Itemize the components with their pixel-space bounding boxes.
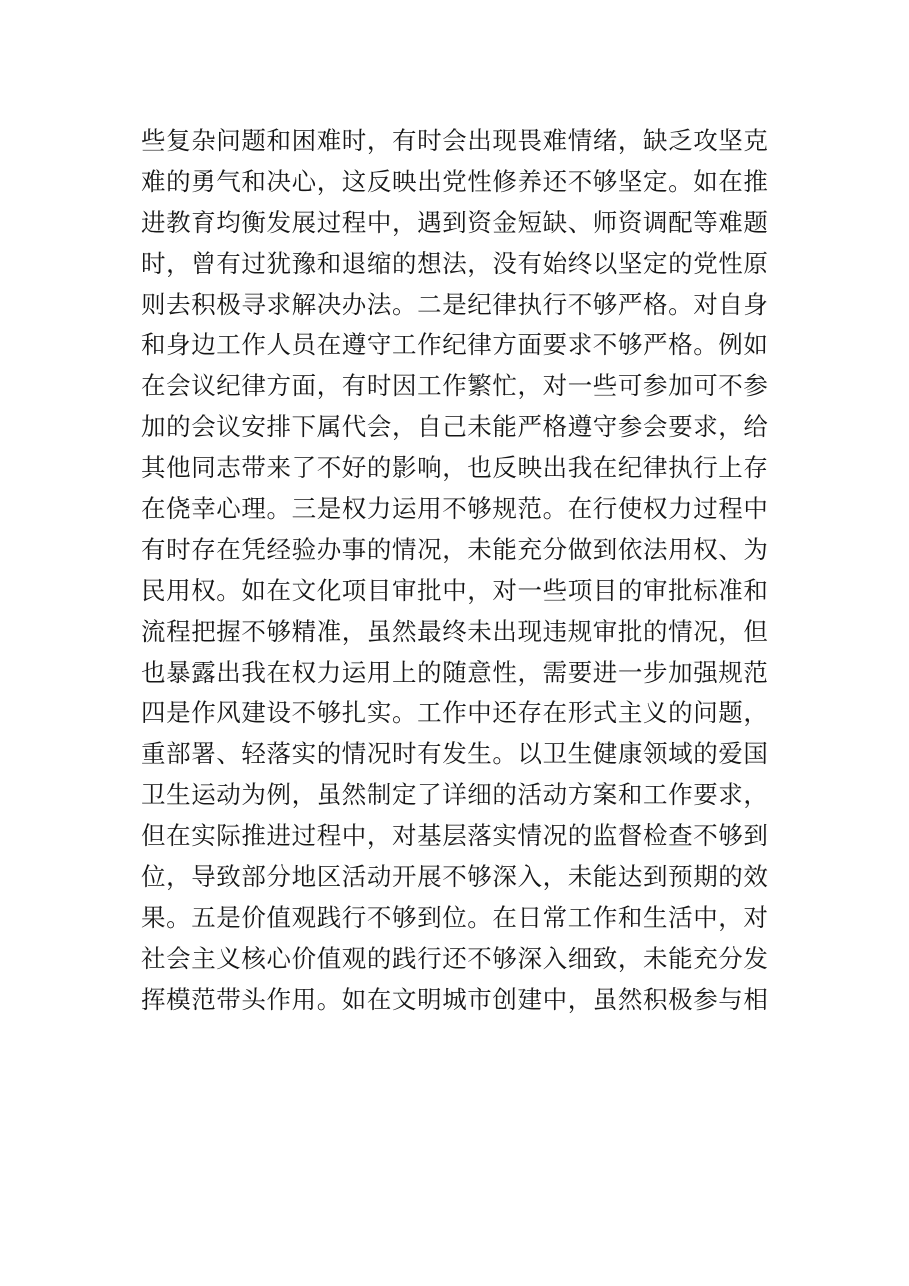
text-line: 和身边工作人员在遵守工作纪律方面要求不够严格。例如 — [141, 330, 769, 360]
text-line: 其他同志带来了不好的影响，也反映出我在纪律执行上存 — [141, 453, 769, 483]
body-text — [141, 121, 781, 1021]
text-line: 流程把握不够精准，虽然最终未出现违规审批的情况，但 — [141, 616, 769, 646]
text-line: 果。五是价值观践行不够到位。在日常工作和生活中，对 — [141, 902, 769, 932]
text-line: 在侥幸心理。三是权力运用不够规范。在行使权力过程中 — [141, 494, 769, 524]
text-line: 在会议纪律方面，有时因工作繁忙，对一些可参加可不参 — [141, 371, 769, 401]
text-line: 四是作风建设不够扎实。工作中还存在形式主义的问题， — [141, 698, 769, 728]
text-line: 些复杂问题和困难时，有时会出现畏难情绪，缺乏攻坚克 — [141, 126, 769, 155]
text-line: 卫生运动为例，虽然制定了详细的活动方案和工作要求， — [141, 780, 769, 810]
text-line: 挥模范带头作用。如在文明城市创建中，虽然积极参与相 — [141, 984, 769, 1014]
text-line: 则去积极寻求解决办法。二是纪律执行不够严格。对自身 — [141, 289, 769, 319]
text-line: 民用权。如在文化项目审批中，对一些项目的审批标准和 — [141, 575, 769, 605]
text-line: 有时存在凭经验办事的情况，未能充分做到依法用权、为 — [141, 534, 769, 564]
text-line: 加的会议安排下属代会，自己未能严格遵守参会要求，给 — [141, 412, 769, 442]
text-line: 难的勇气和决心，这反映出党性修养还不够坚定。如在推 — [141, 166, 769, 196]
text-line: 重部署、轻落实的情况时有发生。以卫生健康领域的爱国 — [141, 739, 769, 769]
text-line: 也暴露出我在权力运用上的随意性，需要进一步加强规范 — [141, 657, 769, 687]
text-line: 时，曾有过犹豫和退缩的想法，没有始终以坚定的党性原 — [141, 248, 769, 278]
text-line: 位，导致部分地区活动开展不够深入，未能达到预期的效 — [141, 862, 769, 892]
text-line: 社会主义核心价值观的践行还不够深入细致，未能充分发 — [141, 943, 769, 973]
text-line: 但在实际推进过程中，对基层落实情况的监督检查不够到 — [141, 821, 769, 851]
text-line: 进教育均衡发展过程中，遇到资金短缺、师资调配等难题 — [141, 207, 769, 237]
